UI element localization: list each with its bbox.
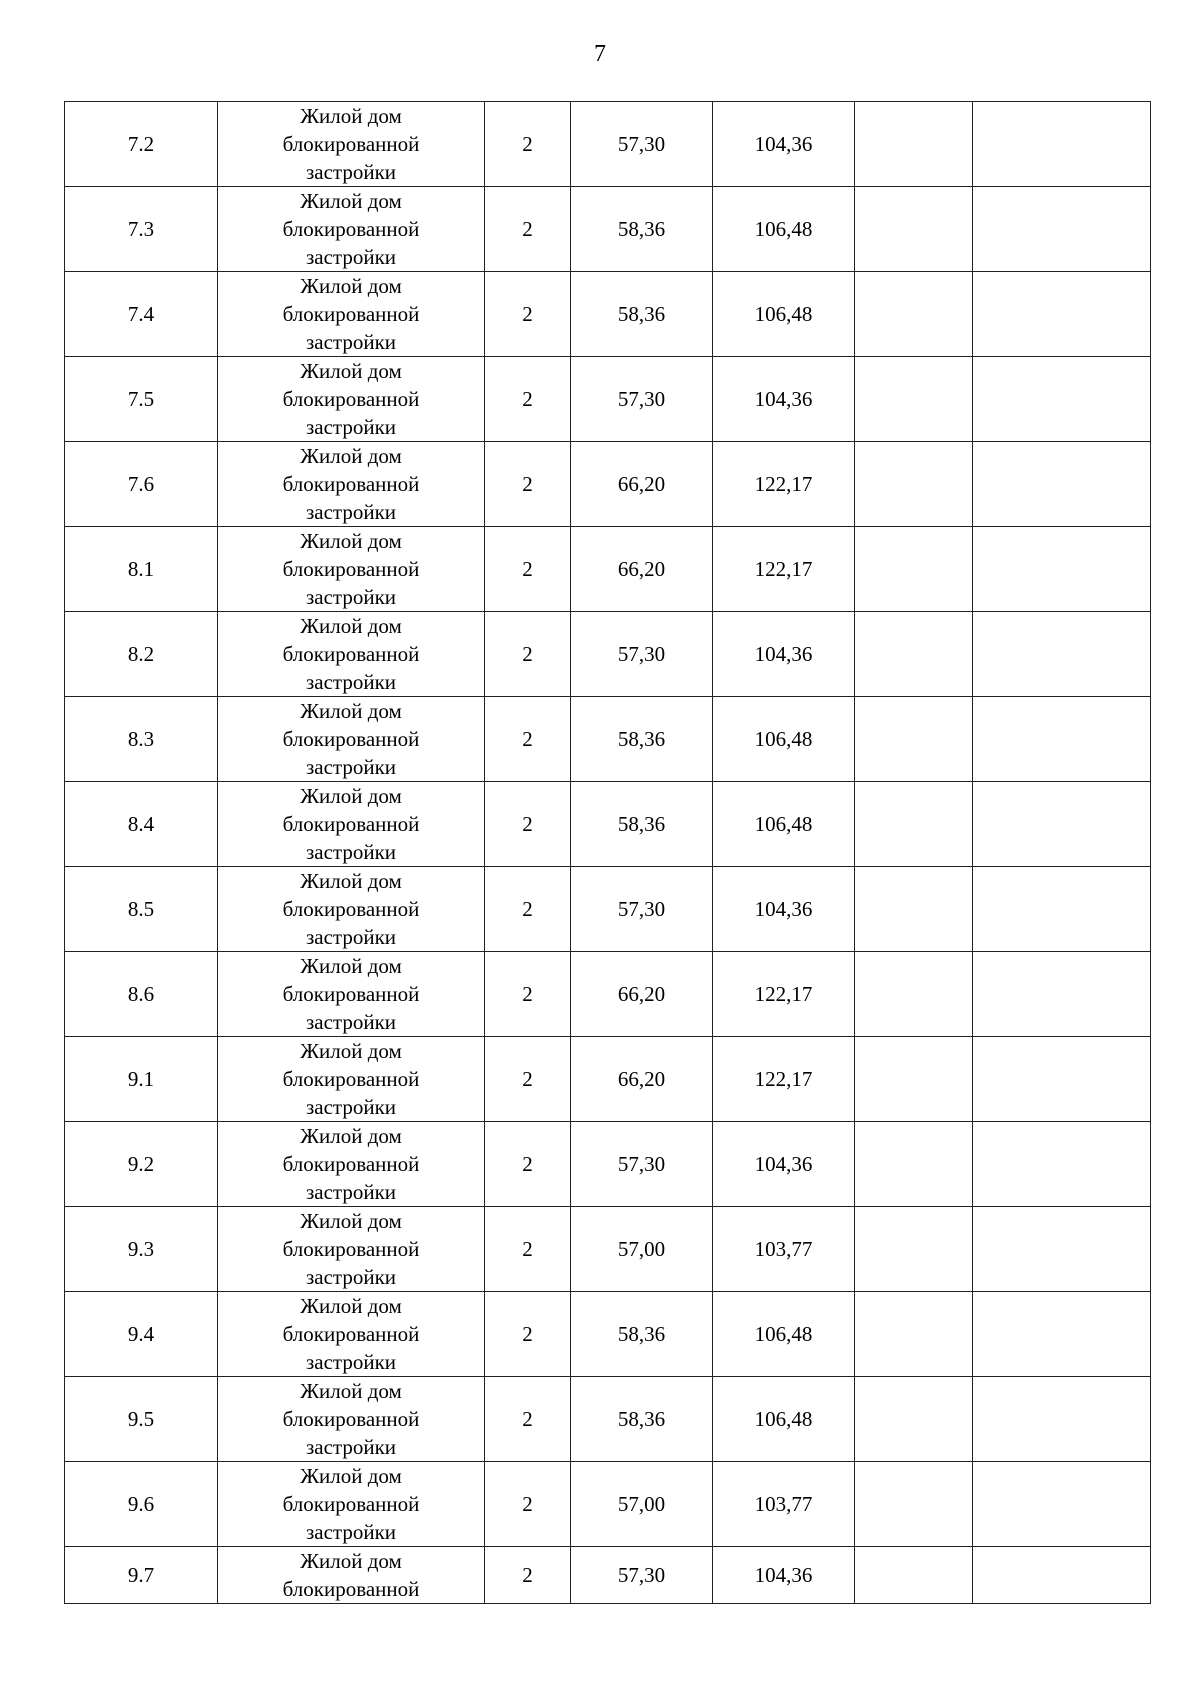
building-type-line: застройки: [305, 245, 397, 269]
cell-area-1: 66,20: [571, 1037, 713, 1122]
cell-building-type: [218, 1207, 485, 1292]
building-type-line: застройки: [305, 1180, 397, 1204]
building-type-line: блокированной: [282, 897, 420, 921]
building-type-line: застройки: [305, 1095, 397, 1119]
cell-floors: 2: [485, 1207, 571, 1292]
cell-area-2: 104,36: [713, 1122, 855, 1207]
cell-empty-6: [855, 1292, 973, 1377]
cell-number: 7.2: [65, 102, 218, 187]
cell-area-1: 57,00: [571, 1462, 713, 1547]
cell-empty-7: [973, 102, 1151, 187]
cell-empty-6: [855, 1377, 973, 1462]
cell-area-1: 58,36: [571, 272, 713, 357]
building-type-line: Жилой дом: [300, 1039, 402, 1063]
table-row: [65, 867, 1151, 952]
cell-empty-7: [973, 1122, 1151, 1207]
cell-number: 9.1: [65, 1037, 218, 1122]
building-type-line: застройки: [305, 670, 397, 694]
cell-building-type: [218, 1547, 485, 1604]
cell-area-1: 58,36: [571, 697, 713, 782]
building-type-line: Жилой дом: [300, 1379, 402, 1403]
cell-area-1: 66,20: [571, 952, 713, 1037]
cell-area-2: 106,48: [713, 272, 855, 357]
building-type-line: застройки: [305, 415, 397, 439]
cell-area-2: 104,36: [713, 612, 855, 697]
cell-building-type: [218, 442, 485, 527]
table-row: [65, 1292, 1151, 1377]
cell-empty-7: [973, 1462, 1151, 1547]
cell-floors: 2: [485, 612, 571, 697]
cell-empty-7: [973, 1292, 1151, 1377]
cell-floors: 2: [485, 442, 571, 527]
cell-number: 8.4: [65, 782, 218, 867]
cell-area-2: 106,48: [713, 1292, 855, 1377]
table-row: [65, 952, 1151, 1037]
building-type-line: блокированной: [282, 1152, 420, 1176]
cell-floors: 2: [485, 1122, 571, 1207]
building-type-line: Жилой дом: [300, 104, 402, 128]
table-row: [65, 612, 1151, 697]
cell-number: 8.1: [65, 527, 218, 612]
cell-area-2: 122,17: [713, 442, 855, 527]
cell-floors: 2: [485, 1377, 571, 1462]
building-type-line: блокированной: [282, 387, 420, 411]
building-type-line: блокированной: [282, 1067, 420, 1091]
cell-floors: 2: [485, 782, 571, 867]
cell-building-type: [218, 1377, 485, 1462]
building-type-line: Жилой дом: [300, 1209, 402, 1233]
building-type-line: застройки: [305, 160, 397, 184]
cell-area-1: 57,30: [571, 1547, 713, 1604]
cell-floors: 2: [485, 187, 571, 272]
building-type-line: блокированной: [282, 217, 420, 241]
cell-empty-7: [973, 527, 1151, 612]
cell-building-type: [218, 102, 485, 187]
building-type-line: блокированной: [282, 472, 420, 496]
cell-number: 8.5: [65, 867, 218, 952]
building-type-line: Жилой дом: [300, 359, 402, 383]
cell-number: 7.6: [65, 442, 218, 527]
cell-number: 9.2: [65, 1122, 218, 1207]
cell-building-type: [218, 187, 485, 272]
page-number: 7: [594, 41, 606, 67]
cell-empty-6: [855, 1207, 973, 1292]
cell-empty-6: [855, 867, 973, 952]
cell-area-1: 58,36: [571, 1292, 713, 1377]
cell-number: 8.6: [65, 952, 218, 1037]
cell-area-2: 122,17: [713, 1037, 855, 1122]
cell-empty-6: [855, 697, 973, 782]
building-type-line: застройки: [305, 500, 397, 524]
cell-floors: 2: [485, 1037, 571, 1122]
cell-area-1: 66,20: [571, 442, 713, 527]
cell-empty-6: [855, 782, 973, 867]
building-type-line: Жилой дом: [300, 1294, 402, 1318]
cell-number: 9.6: [65, 1462, 218, 1547]
building-type-line: Жилой дом: [300, 784, 402, 808]
cell-floors: 2: [485, 357, 571, 442]
table-row: [65, 697, 1151, 782]
building-type-line: застройки: [305, 585, 397, 609]
cell-building-type: [218, 1122, 485, 1207]
building-type-line: блокированной: [282, 132, 420, 156]
table-row: [65, 357, 1151, 442]
cell-area-1: 58,36: [571, 782, 713, 867]
cell-area-2: 104,36: [713, 357, 855, 442]
cell-empty-6: [855, 187, 973, 272]
table-row: [65, 1037, 1151, 1122]
cell-number: 9.4: [65, 1292, 218, 1377]
cell-building-type: [218, 782, 485, 867]
cell-empty-7: [973, 442, 1151, 527]
cell-floors: 2: [485, 1547, 571, 1604]
building-type-line: блокированной: [282, 1322, 420, 1346]
cell-empty-7: [973, 187, 1151, 272]
table-row: [65, 442, 1151, 527]
building-type-line: застройки: [305, 1265, 397, 1289]
cell-empty-6: [855, 1037, 973, 1122]
building-table: [64, 101, 1151, 1604]
cell-area-2: 106,48: [713, 782, 855, 867]
cell-empty-6: [855, 1462, 973, 1547]
cell-floors: 2: [485, 952, 571, 1037]
cell-number: 9.5: [65, 1377, 218, 1462]
cell-number: 7.3: [65, 187, 218, 272]
cell-empty-6: [855, 442, 973, 527]
table-row: [65, 1462, 1151, 1547]
cell-empty-7: [973, 952, 1151, 1037]
cell-building-type: [218, 612, 485, 697]
cell-empty-7: [973, 272, 1151, 357]
cell-area-2: 106,48: [713, 697, 855, 782]
building-type-line: застройки: [305, 1520, 397, 1544]
building-type-line: Жилой дом: [300, 1464, 402, 1488]
cell-area-2: 103,77: [713, 1207, 855, 1292]
table-row: [65, 1207, 1151, 1292]
building-type-line: блокированной: [282, 642, 420, 666]
cell-empty-6: [855, 357, 973, 442]
cell-empty-6: [855, 527, 973, 612]
table-row: [65, 1547, 1151, 1604]
building-type-line: Жилой дом: [300, 614, 402, 638]
cell-floors: 2: [485, 867, 571, 952]
cell-empty-6: [855, 102, 973, 187]
cell-empty-6: [855, 1122, 973, 1207]
cell-empty-7: [973, 1547, 1151, 1604]
cell-area-1: 57,00: [571, 1207, 713, 1292]
building-type-line: Жилой дом: [300, 189, 402, 213]
cell-area-2: 104,36: [713, 1547, 855, 1604]
cell-floors: 2: [485, 697, 571, 782]
table-body: [65, 102, 1151, 1604]
building-type-line: Жилой дом: [300, 954, 402, 978]
cell-empty-7: [973, 1377, 1151, 1462]
cell-empty-6: [855, 952, 973, 1037]
cell-building-type: [218, 952, 485, 1037]
cell-building-type: [218, 357, 485, 442]
building-type-line: блокированной: [282, 812, 420, 836]
table-row: [65, 1377, 1151, 1462]
building-type-line: блокированной: [282, 727, 420, 751]
cell-area-2: 104,36: [713, 102, 855, 187]
cell-empty-7: [973, 612, 1151, 697]
cell-area-2: 103,77: [713, 1462, 855, 1547]
building-type-line: Жилой дом: [300, 1124, 402, 1148]
building-type-line: блокированной: [282, 302, 420, 326]
cell-number: 9.3: [65, 1207, 218, 1292]
cell-area-1: 57,30: [571, 867, 713, 952]
table-row: [65, 527, 1151, 612]
building-type-line: застройки: [305, 1010, 397, 1034]
cell-number: 7.5: [65, 357, 218, 442]
cell-building-type: [218, 1462, 485, 1547]
building-type-line: Жилой дом: [300, 274, 402, 298]
building-type-line: Жилой дом: [300, 444, 402, 468]
building-type-line: блокированной: [282, 557, 420, 581]
building-type-line: Жилой дом: [300, 869, 402, 893]
cell-area-1: 57,30: [571, 357, 713, 442]
cell-empty-7: [973, 867, 1151, 952]
cell-floors: 2: [485, 527, 571, 612]
cell-floors: 2: [485, 1462, 571, 1547]
building-type-line: застройки: [305, 755, 397, 779]
cell-number: 8.3: [65, 697, 218, 782]
cell-building-type: [218, 272, 485, 357]
cell-empty-7: [973, 357, 1151, 442]
building-type-line: Жилой дом: [300, 529, 402, 553]
cell-floors: 2: [485, 272, 571, 357]
table-row: [65, 102, 1151, 187]
building-type-line: блокированной: [282, 982, 420, 1006]
cell-area-2: 122,17: [713, 527, 855, 612]
building-type-line: блокированной: [282, 1492, 420, 1516]
cell-number: 8.2: [65, 612, 218, 697]
cell-building-type: [218, 697, 485, 782]
cell-floors: 2: [485, 1292, 571, 1377]
building-type-line: застройки: [305, 925, 397, 949]
cell-area-2: 106,48: [713, 1377, 855, 1462]
building-type-line: Жилой дом: [300, 1549, 402, 1573]
building-type-line: блокированной: [282, 1407, 420, 1431]
building-type-line: застройки: [305, 330, 397, 354]
building-type-line: блокированной: [282, 1237, 420, 1261]
cell-empty-7: [973, 782, 1151, 867]
cell-floors: 2: [485, 102, 571, 187]
cell-area-1: 58,36: [571, 187, 713, 272]
building-type-line: Жилой дом: [300, 699, 402, 723]
building-type-line: застройки: [305, 1350, 397, 1374]
cell-empty-6: [855, 612, 973, 697]
cell-empty-6: [855, 272, 973, 357]
cell-building-type: [218, 1037, 485, 1122]
cell-area-1: 66,20: [571, 527, 713, 612]
cell-area-1: 58,36: [571, 1377, 713, 1462]
cell-empty-7: [973, 1037, 1151, 1122]
building-type-line: застройки: [305, 840, 397, 864]
table-row: [65, 782, 1151, 867]
cell-area-1: 57,30: [571, 612, 713, 697]
cell-area-1: 57,30: [571, 102, 713, 187]
cell-building-type: [218, 867, 485, 952]
cell-building-type: [218, 1292, 485, 1377]
table-row: [65, 1122, 1151, 1207]
table-row: [65, 187, 1151, 272]
cell-number: 7.4: [65, 272, 218, 357]
cell-area-2: 104,36: [713, 867, 855, 952]
table-row: [65, 272, 1151, 357]
building-type-line: блокированной: [282, 1577, 420, 1601]
cell-building-type: [218, 527, 485, 612]
building-type-line: застройки: [305, 1435, 397, 1459]
cell-area-2: 106,48: [713, 187, 855, 272]
cell-area-2: 122,17: [713, 952, 855, 1037]
cell-empty-7: [973, 697, 1151, 782]
cell-empty-6: [855, 1547, 973, 1604]
cell-empty-7: [973, 1207, 1151, 1292]
cell-area-1: 57,30: [571, 1122, 713, 1207]
cell-number: 9.7: [65, 1547, 218, 1604]
